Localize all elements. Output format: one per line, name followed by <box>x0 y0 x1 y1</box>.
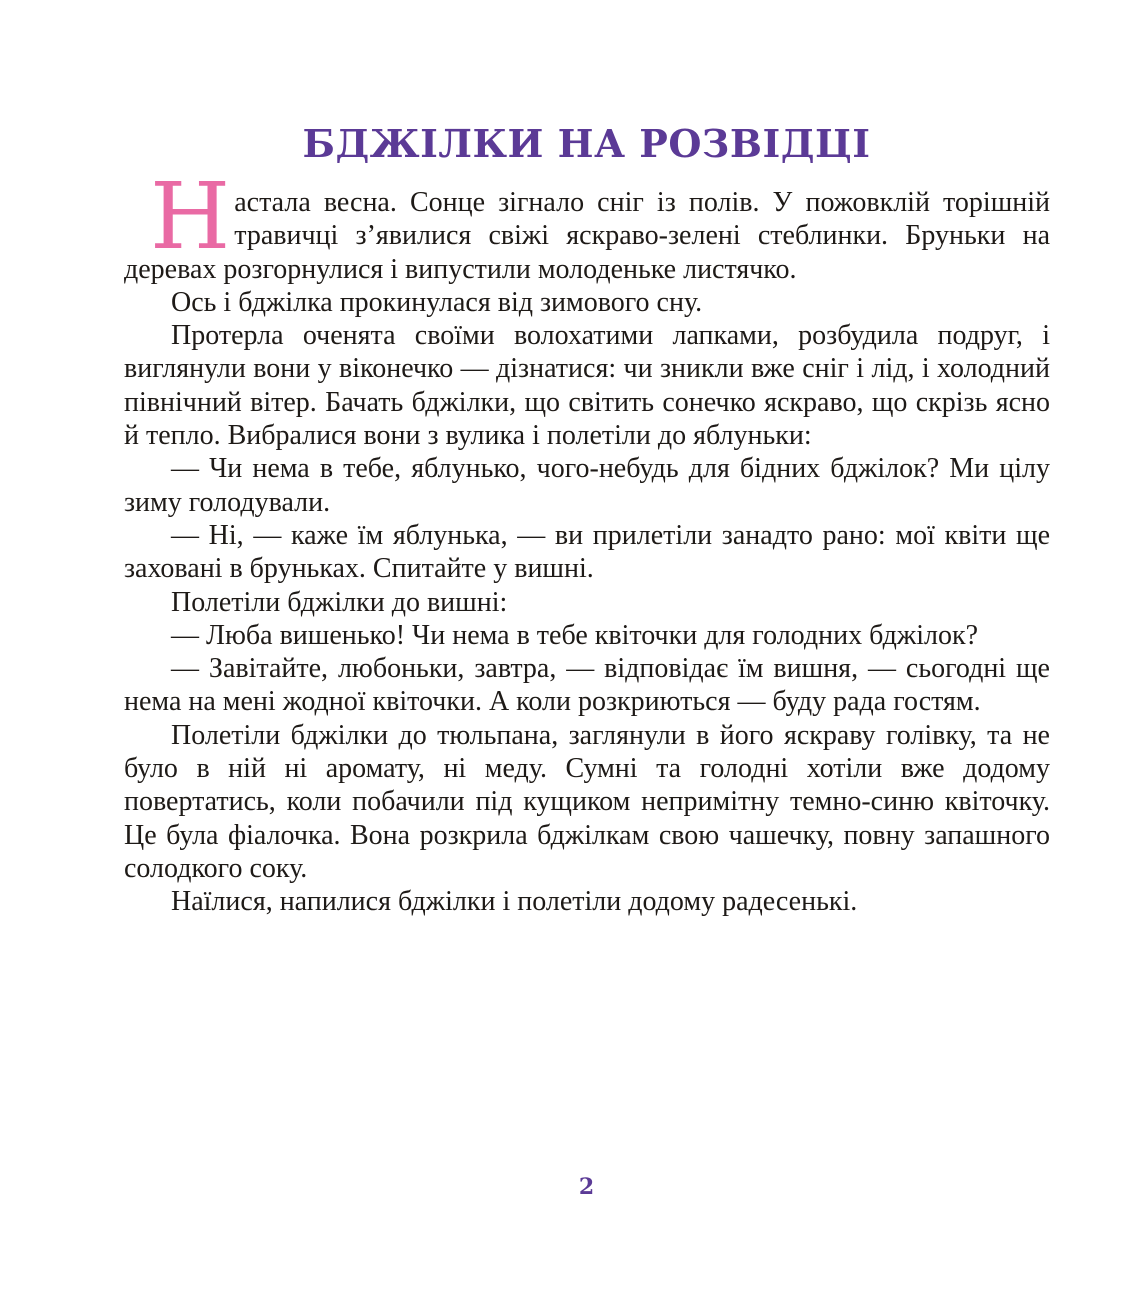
story-text <box>124 163 1050 919</box>
story-paragraph-4: — Чи нема в тебе, яблунько, чого-небудь для бідних бджілок? Ми цілу зиму голодували. <box>124 453 1050 518</box>
story-paragraph-8: — Завітайте, любоньки, завтра, — відповідає їм вишня, — сьогодні ще нема на мені жодної квіточки. А коли розкриються — буду рада гостям. <box>124 653 1050 718</box>
story-paragraph-10: Наїлися, напилися бджілки і полетіли додому радесенькі. <box>171 886 858 918</box>
story-paragraph-9: Полетіли бджілки до тюльпана, заглянули в його яскраву голівку, та не було в ній ні аромату, ні меду. Сумні та голодні хотіли вже додому повертатись, коли побачили під кущиком непримітну темно-синю квіточку. Це була фіалочка. Вона розкрила бджілкам свою чашечку, повну запашного солодкого соку. <box>124 719 1050 884</box>
drop-cap-letter: Н <box>150 163 231 270</box>
story-paragraph-1-text: астала весна. Сонце зігнало сніг із полів. У пожовклій торішній травичці з’явилися свіжі яскраво-зелені стеблинки. Бруньки на деревах розгорнулися і випустили молоденьке листячко. <box>124 187 1050 285</box>
story-paragraph-7: — Люба вишенько! Чи нема в тебе квіточки для голодних бджілок? <box>171 619 979 651</box>
page-number: 2 <box>578 1174 595 1200</box>
story-title: БДЖІЛКИ НА РОЗВІДЦІ <box>302 121 871 166</box>
story-paragraph-3: Протерла оченята своїми волохатими лапками, розбудила подруг, і виглянули вони у віконечко — дізнатися: чи зникли вже сніг і лід, і холодний північний вітер. Бачать бджілки, що світить сонечко яскраво, що скрізь ясно й тепло. Вибралися вони з вулика і полетіли до яблуньки: <box>124 320 1050 452</box>
story-paragraph-5: — Ні, — каже їм яблунька, — ви прилетіли занадто рано: мої квіти ще заховані в бруньках. Спитайте у вишні. <box>124 519 1050 585</box>
story-paragraph-6: Полетіли бджілки до вишні: <box>171 586 508 618</box>
story-paragraph-2: Ось і бджілка прокинулася від зимового сну. <box>171 286 703 318</box>
story-paragraph-1 <box>124 163 1050 286</box>
